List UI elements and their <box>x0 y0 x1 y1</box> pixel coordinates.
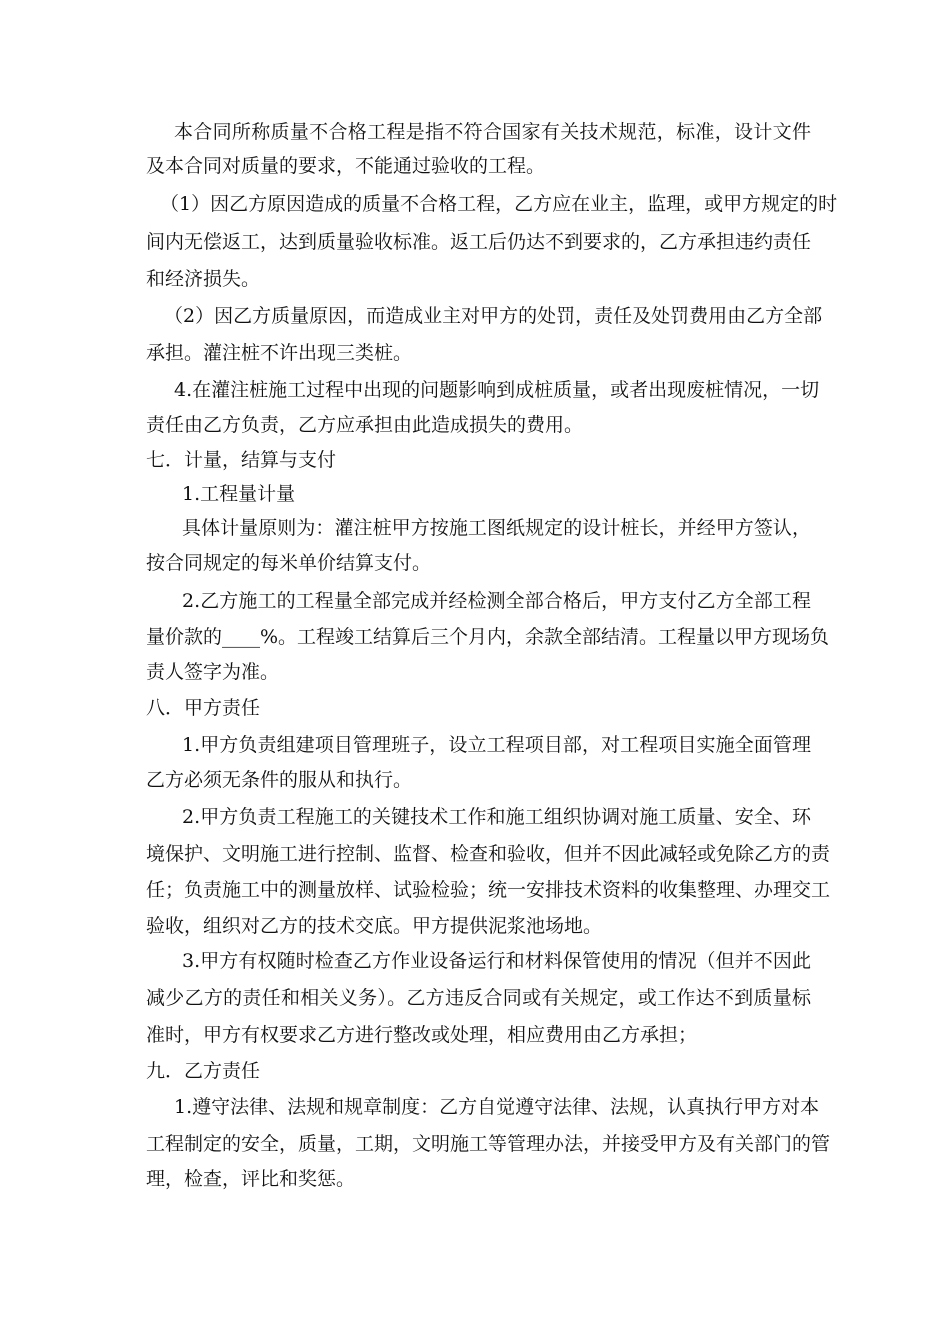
text-line: 2.甲方负责工程施工的关键技术工作和施工组织协调对施工质量、安全、环 <box>182 806 811 828</box>
text-line: 任；负责施工中的测量放样、试验检验；统一安排技术资料的收集整理、办理交工 <box>146 879 831 901</box>
text-line: 3.甲方有权随时检查乙方作业设备运行和材料保管使用的情况（但并不因此 <box>182 950 811 972</box>
text-line: 准时，甲方有权要求乙方进行整改或处理，相应费用由乙方承担； <box>146 1024 698 1046</box>
text-line: 量价款的____%。工程竣工结算后三个月内，余款全部结清。工程量以甲方现场负 <box>146 626 830 648</box>
text-line: 理，检查，评比和奖惩。 <box>146 1168 356 1190</box>
text-line: 4.在灌注桩施工过程中出现的问题影响到成桩质量，或者出现废桩情况，一切 <box>174 379 820 401</box>
text-line: 及本合同对质量的要求，不能通过验收的工程。 <box>146 155 546 177</box>
text-line: 责任由乙方负责，乙方应承担由此造成损失的费用。 <box>146 414 584 436</box>
text-line: 1.甲方负责组建项目管理班子，设立工程项目部，对工程项目实施全面管理 <box>182 734 811 756</box>
text-line: 工程制定的安全，质量，工期，文明施工等管理办法，并接受甲方及有关部门的管 <box>146 1133 831 1155</box>
text-line: 间内无偿返工，达到质量验收标准。返工后仍达不到要求的，乙方承担违约责任 <box>146 231 812 253</box>
text-line: 乙方必须无条件的服从和执行。 <box>146 769 413 791</box>
section-heading: 九．乙方责任 <box>146 1060 261 1082</box>
section-heading: 七．计量，结算与支付 <box>146 449 337 471</box>
text-line: 具体计量原则为：灌注桩甲方按施工图纸规定的设计桩长，并经甲方签认， <box>182 517 811 539</box>
text-line: 责人签字为准。 <box>146 661 280 683</box>
text-line: 承担。灌注桩不许出现三类桩。 <box>146 342 413 364</box>
text-line: 2.乙方施工的工程量全部完成并经检测全部合格后，甲方支付乙方全部工程 <box>182 590 811 612</box>
text-line: （1）因乙方原因造成的质量不合格工程，乙方应在业主，监理，或甲方规定的时 <box>160 193 838 215</box>
text-line: （2）因乙方质量原因，而造成业主对甲方的处罚，责任及处罚费用由乙方全部 <box>164 305 823 327</box>
text-line: 和经济损失。 <box>146 268 261 290</box>
text-line: 1.遵守法律、法规和规章制度：乙方自觉遵守法律、法规，认真执行甲方对本 <box>174 1096 820 1118</box>
text-line: 验收，组织对乙方的技术交底。甲方提供泥浆池场地。 <box>146 915 603 937</box>
text-line: 本合同所称质量不合格工程是指不符合国家有关技术规范，标准，设计文件 <box>174 121 811 143</box>
text-line: 境保护、文明施工进行控制、监督、检查和验收，但并不因此减轻或免除乙方的责 <box>146 843 831 865</box>
text-line: 按合同规定的每米单价结算支付。 <box>146 552 432 574</box>
subsection-heading: 1.工程量计量 <box>182 483 296 505</box>
section-heading: 八．甲方责任 <box>146 697 261 719</box>
text-line: 减少乙方的责任和相关义务）。乙方违反合同或有关规定，或工作达不到质量标 <box>146 987 811 1009</box>
